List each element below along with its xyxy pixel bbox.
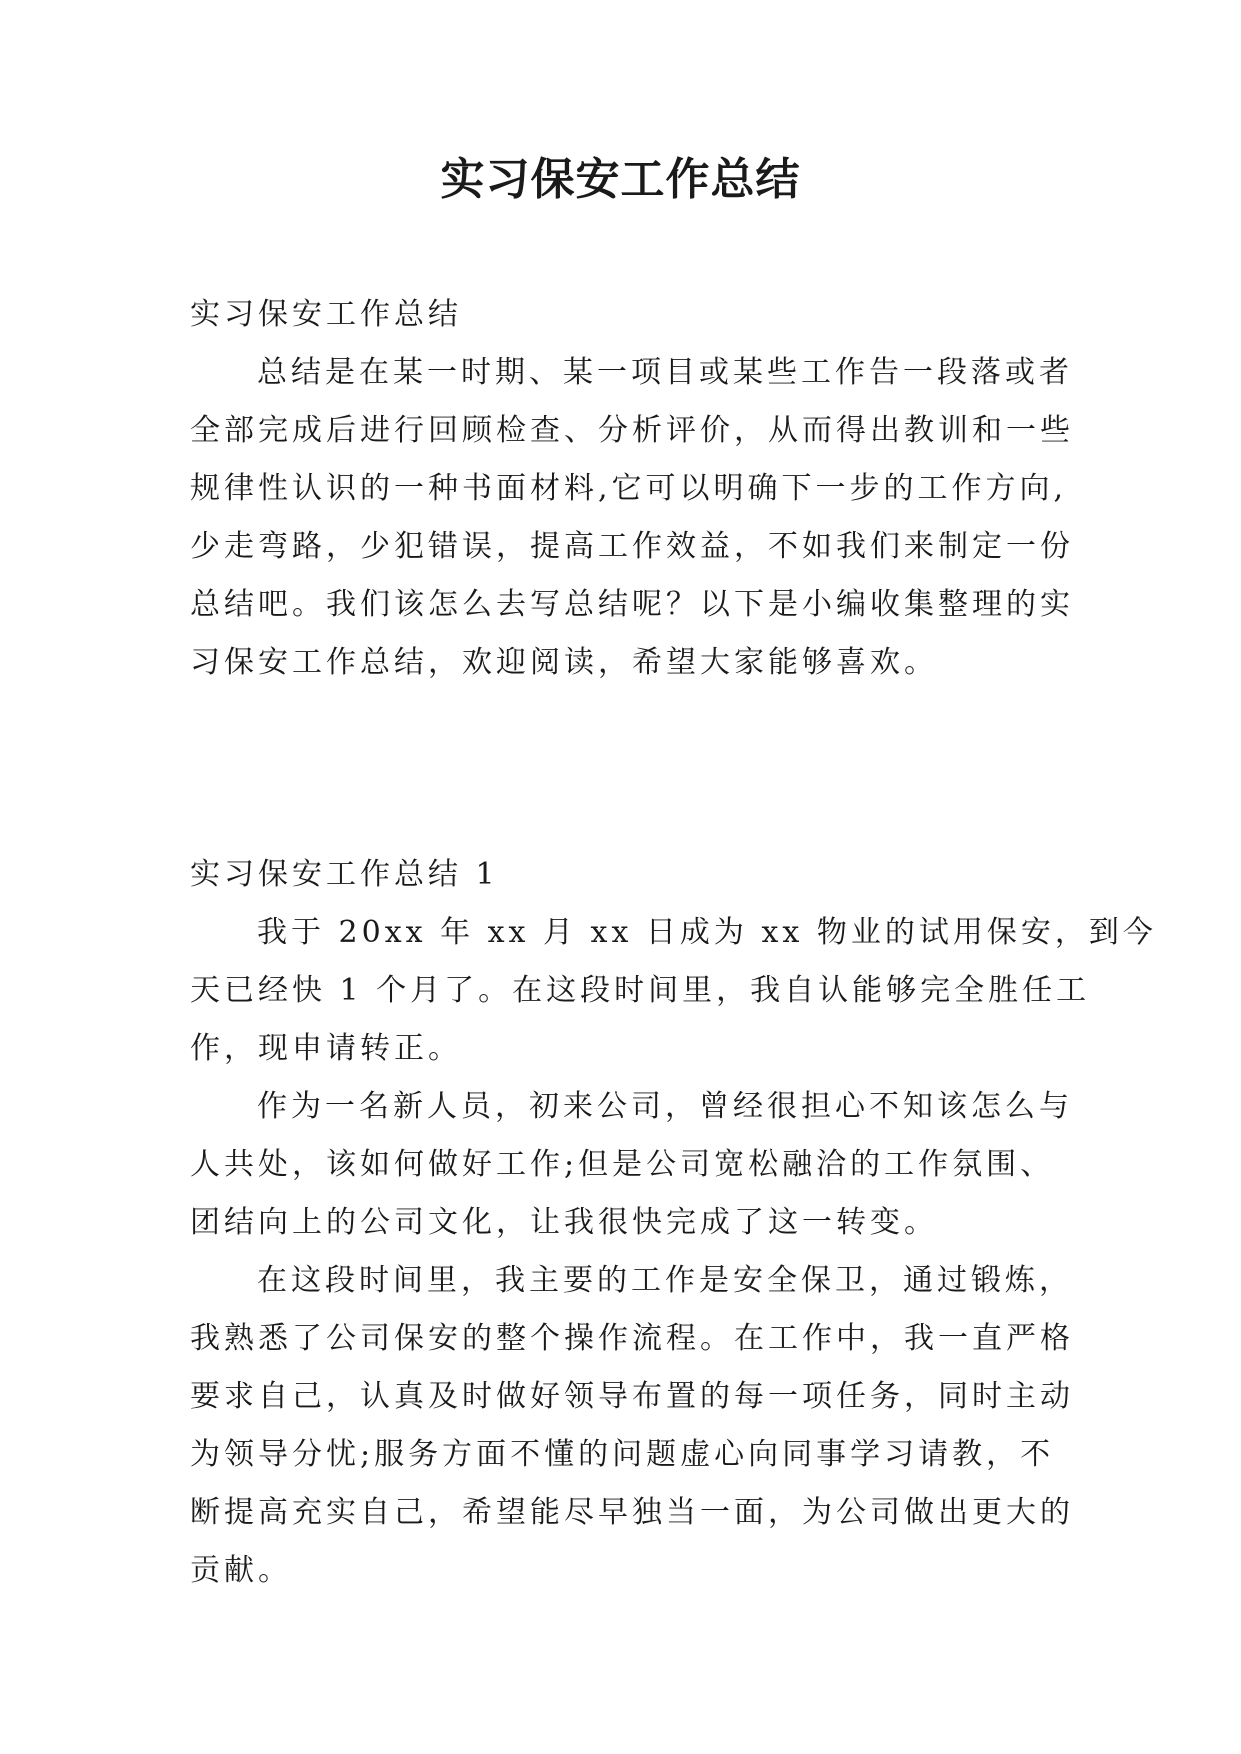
section-1 (190, 846, 1157, 1600)
intro-line: 总结吧。我们该怎么去写总结呢？以下是小编收集整理的实 (190, 587, 1074, 622)
paragraph-3-line: 在这段时间里，我主要的工作是安全保卫，通过锻炼， (257, 1263, 1073, 1298)
paragraph-2-line: 作为一名新人员，初来公司，曾经很担心不知该怎么与 (257, 1089, 1073, 1124)
intro-line: 规律性认识的一种书面材料,它可以明确下一步的工作方向, (190, 471, 1068, 506)
document-title: 实习保安工作总结 (440, 154, 801, 205)
intro-heading: 实习保安工作总结 (190, 297, 462, 332)
paragraph-1-line: 我于 20xx 年 xx 月 xx 日成为 xx 物业的试用保安，到今 (257, 915, 1157, 950)
paragraph-3-line: 要求自己，认真及时做好领导布置的每一项任务，同时主动 (190, 1379, 1074, 1414)
paragraph-1-line: 作，现申请转正。 (190, 1031, 462, 1066)
paragraph-3-line: 我熟悉了公司保安的整个操作流程。在工作中，我一直严格 (190, 1321, 1074, 1356)
paragraph-2-line: 团结向上的公司文化，让我很快完成了这一转变。 (190, 1205, 938, 1240)
paragraph-3-line: 贡献。 (190, 1553, 292, 1588)
section-1-heading: 实习保安工作总结 1 (190, 857, 499, 892)
intro-line: 习保安工作总结，欢迎阅读，希望大家能够喜欢。 (190, 645, 938, 680)
intro-section (190, 286, 1074, 692)
paragraph-2-line: 人共处，该如何做好工作;但是公司宽松融洽的工作氛围、 (190, 1147, 1055, 1182)
intro-line: 全部完成后进行回顾检查、分析评价，从而得出教训和一些 (190, 413, 1074, 448)
intro-line: 总结是在某一时期、某一项目或某些工作告一段落或者 (257, 355, 1073, 390)
paragraph-3-line: 为领导分忧;服务方面不懂的问题虚心向同事学习请教，不 (190, 1437, 1055, 1472)
paragraph-1-line: 天已经快 1 个月了。在这段时间里，我自认能够完全胜任工 (190, 973, 1091, 1008)
intro-line: 少走弯路，少犯错误，提高工作效益，不如我们来制定一份 (190, 529, 1074, 564)
paragraph-3-line: 断提高充实自己，希望能尽早独当一面，为公司做出更大的 (190, 1495, 1074, 1530)
